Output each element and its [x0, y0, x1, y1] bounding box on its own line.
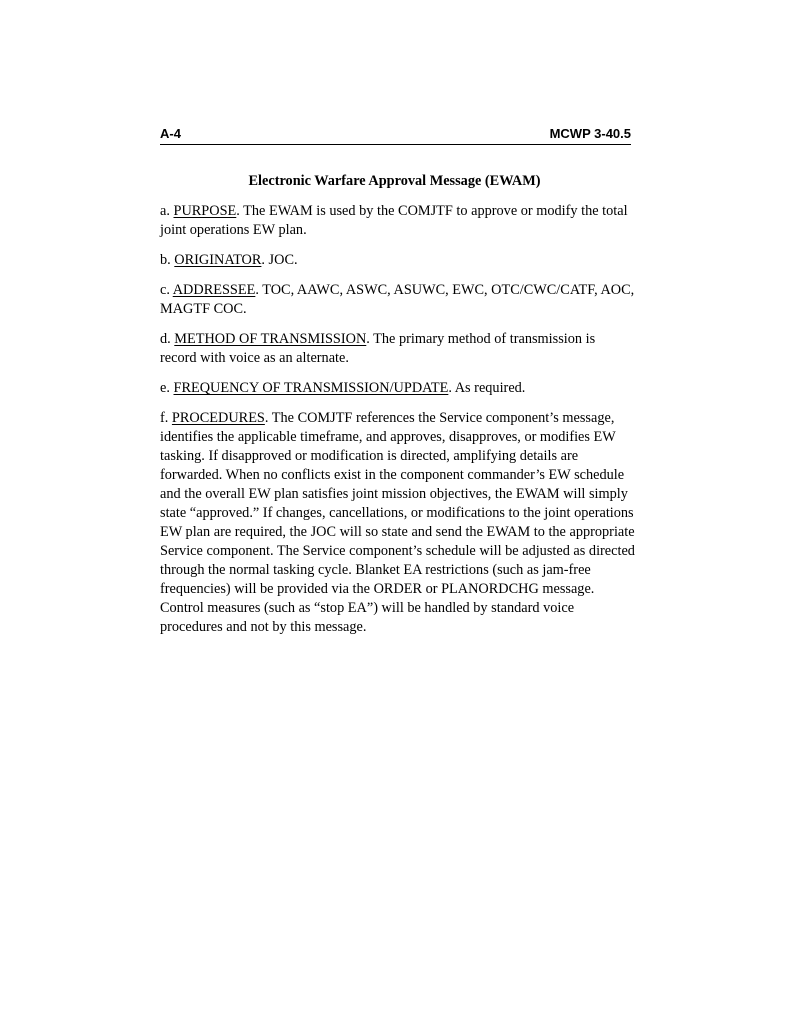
section-prefix: b. — [160, 252, 175, 268]
section-text: . As required. — [448, 380, 526, 396]
section-text: . The COMJTF references the Service component’s message, identifies the applicable timeframe, and approves, disapproves, or modifies EW tasking. If disapproved or modification is directed, amplifying details are forwarded. When no conflicts exist in the component commander’s EW schedule and the overall EW plan satisfies joint mission objectives, the EWAM will simply state “approved.” If changes, cancellations, or modifications to the joint operations EW plan are required, the JOC will so state and send the EWAM to the appropriate Service component. The Service component’s schedule will be adjusted as directed through the normal tasking cycle. Blanket EA restrictions (such as jam-free frequencies) will be provided via the ORDER or PLANORDCHG message. Control measures (such as “stop EA”) will be handled by standard voice procedures and not by this message. — [160, 410, 635, 635]
section-text: . JOC. — [261, 252, 298, 268]
section-heading: FREQUENCY OF TRANSMISSION/UPDATE — [173, 380, 449, 396]
section-prefix: e. — [160, 380, 174, 396]
document-body — [160, 172, 635, 648]
section-originator — [160, 251, 635, 270]
section-prefix: f. — [160, 410, 172, 426]
section-heading: PROCEDURES — [171, 410, 265, 426]
document-id: MCWP 3-40.5 — [549, 126, 631, 141]
section-prefix: a. — [160, 203, 174, 219]
section-prefix: d. — [160, 331, 175, 347]
section-purpose — [160, 202, 635, 240]
document-title: Electronic Warfare Approval Message (EWAM) — [248, 173, 541, 189]
section-addressee — [160, 281, 635, 319]
section-method-of-transmission — [160, 330, 635, 368]
section-procedures — [160, 409, 635, 637]
section-text: . TOC, AAWC, ASWC, ASUWC, EWC, OTC/CWC/CATF, AOC, MAGTF COC. — [160, 282, 635, 317]
section-text: . The primary method of transmission is record with voice as an alternate. — [160, 331, 596, 366]
section-heading: ORIGINATOR — [174, 252, 262, 268]
section-text: . The EWAM is used by the COMJTF to approve or modify the total joint operations EW plan. — [160, 203, 628, 238]
section-heading: PURPOSE — [173, 203, 237, 219]
page-header — [160, 124, 631, 145]
section-heading: METHOD OF TRANSMISSION — [174, 331, 367, 347]
page-number: A-4 — [160, 126, 181, 141]
section-frequency — [160, 379, 635, 398]
section-heading: ADDRESSEE — [172, 282, 256, 298]
section-prefix: c. — [160, 282, 173, 298]
